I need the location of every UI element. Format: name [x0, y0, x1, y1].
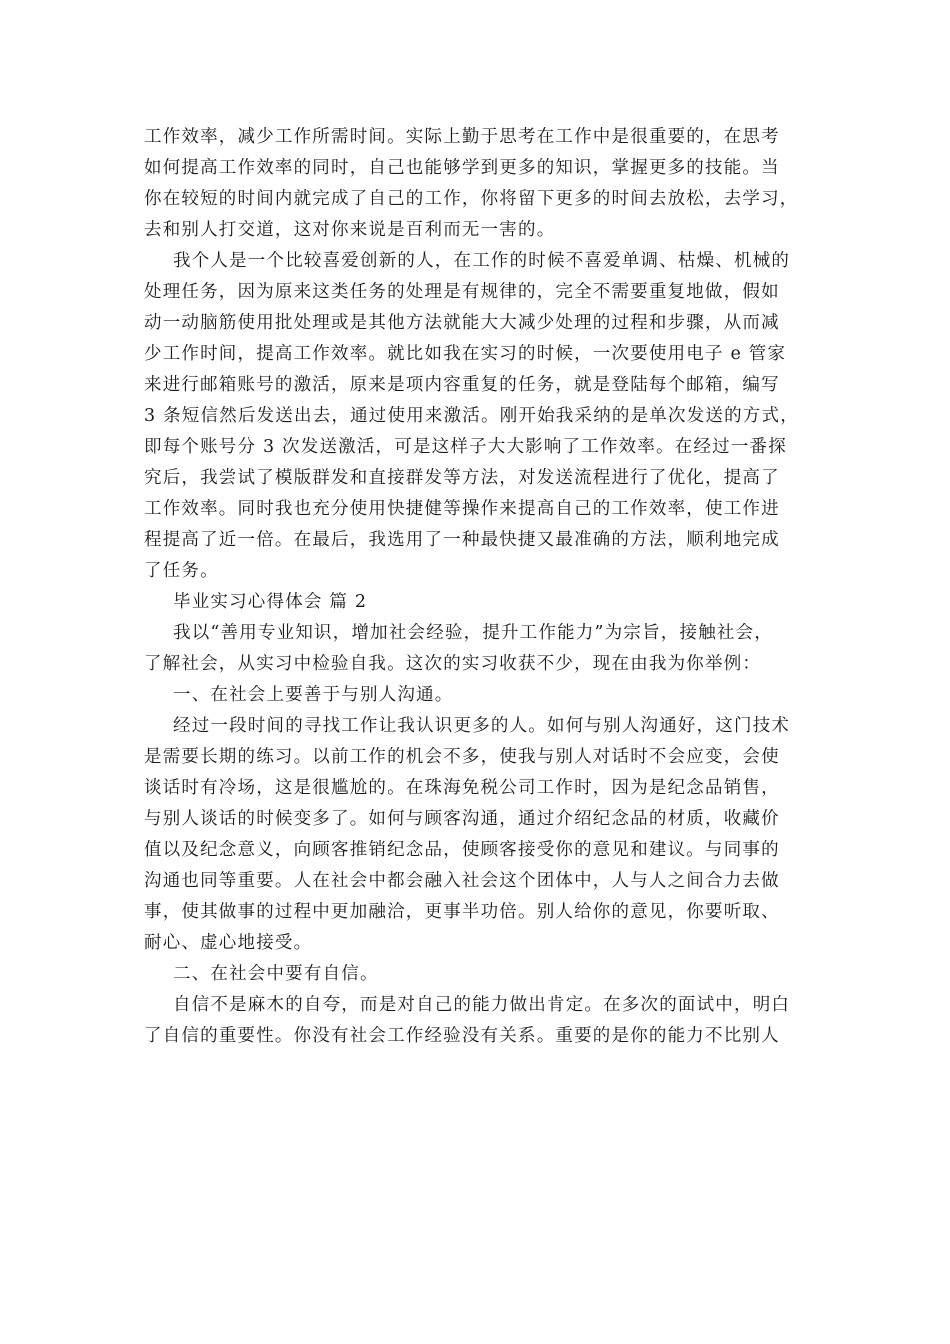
document-body [144, 122, 816, 1052]
text-line: 我个人是一个比较喜爱创新的人，在工作的时候不喜爱单调、枯燥、机械的 [173, 251, 791, 271]
paragraph [144, 122, 816, 246]
text-line: 了解社会，从实习中检验自我。这次的实习收获不少，现在由我为你举例： [144, 654, 762, 674]
text-line: 事，使其做事的过程中更加融洽，更事半功倍。别人给你的意见，你要听取、 [144, 902, 780, 922]
text-line: 程提高了近一倍。在最后，我选用了一种最快捷又最准确的方法，顺利地完成 [144, 530, 780, 550]
paragraph [144, 618, 816, 680]
paragraph [144, 587, 816, 618]
text-line: 即每个账号分 3 次发送激活，可是这样子大大影响了工作效率。在经过一番探 [144, 437, 787, 457]
text-line: 你在较短的时间内就完成了自己的工作，你将留下更多的时间去放松，去学习， [144, 189, 799, 209]
text-line: 如何提高工作效率的同时，自己也能够学到更多的知识，掌握更多的技能。当 [144, 158, 780, 178]
text-line: 二、在社会中要有自信。 [173, 964, 379, 984]
text-line: 耐心、虚心地接受。 [144, 933, 313, 953]
text-line: 动一动脑筋使用批处理或是其他方法就能大大减少处理的过程和步骤，从而减 [144, 313, 780, 333]
text-line: 谈话时有冷场，这是很尴尬的。在珠海免税公司工作时，因为是纪念品销售， [144, 778, 780, 798]
text-line: 去和别人打交道，这对你来说是百利而无一害的。 [144, 220, 556, 240]
text-line: 少工作时间，提高工作效率。就比如我在实习的时候，一次要使用电子 e 管家 [144, 344, 787, 364]
text-line: 我以“善用专业知识，增加社会经验，提升工作能力”为宗旨，接触社会， [173, 623, 773, 643]
text-line: 工作效率。同时我也充分使用快捷健等操作来提高自己的工作效率，使工作进 [144, 499, 780, 519]
text-line: 了任务。 [144, 561, 219, 581]
text-line: 究后，我尝试了模版群发和直接群发等方法，对发送流程进行了优化，提高了 [144, 468, 780, 488]
paragraph [144, 959, 816, 990]
text-line: 自信不是麻木的自夸，而是对自己的能力做出肯定。在多次的面试中，明白 [173, 995, 791, 1015]
paragraph [144, 680, 816, 711]
text-line: 沟通也同等重要。人在社会中都会融入社会这个团体中，人与人之间合力去做 [144, 871, 780, 891]
paragraph [144, 711, 816, 959]
text-line: 一、在社会上要善于与别人沟通。 [173, 685, 454, 705]
text-line: 处理任务，因为原来这类任务的处理是有规律的，完全不需要重复地做，假如 [144, 282, 780, 302]
text-line: 与别人谈话的时候变多了。如何与顾客沟通，通过介绍纪念品的材质，收藏价 [144, 809, 780, 829]
text-line: 是需要长期的练习。以前工作的机会不多，使我与别人对话时不会应变，会使 [144, 747, 780, 767]
paragraph [144, 990, 816, 1052]
paragraph [144, 246, 816, 587]
text-line: 工作效率，减少工作所需时间。实际上勤于思考在工作中是很重要的，在思考 [144, 127, 780, 147]
text-line: 3 条短信然后发送出去，通过使用来激活。刚开始我采纳的是单次发送的方式， [144, 406, 799, 426]
text-line: 毕业实习心得体会 篇 2 [173, 592, 368, 612]
text-line: 了自信的重要性。你没有社会工作经验没有关系。重要的是你的能力不比别人 [144, 1026, 780, 1046]
text-line: 值以及纪念意义，向顾客推销纪念品，使顾客接受你的意见和建议。与同事的 [144, 840, 780, 860]
text-line: 来进行邮箱账号的激活，原来是项内容重复的任务，就是登陆每个邮箱，编写 [144, 375, 780, 395]
text-line: 经过一段时间的寻找工作让我认识更多的人。如何与别人沟通好，这门技术 [173, 716, 791, 736]
